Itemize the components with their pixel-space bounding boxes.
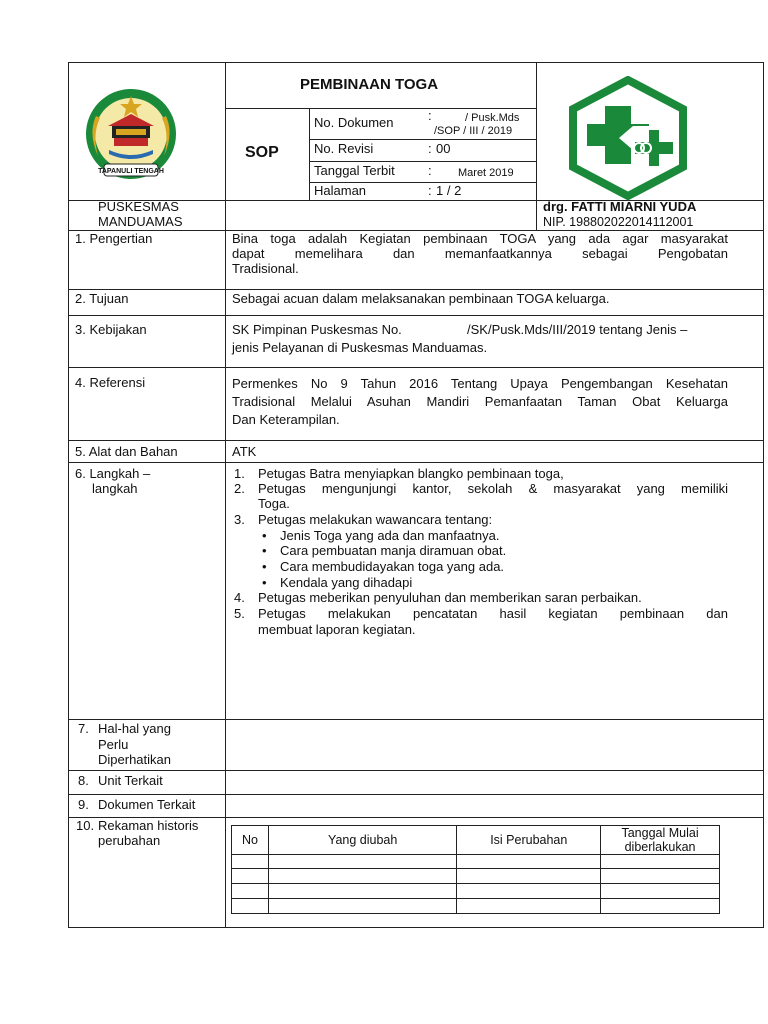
meta-value-dokumen-2: /SOP / III / 2019: [434, 125, 513, 137]
col-date: [601, 826, 720, 855]
label-referensi: 4. Referensi: [75, 375, 146, 390]
label-alat: 5. Alat dan Bahan: [75, 444, 178, 459]
section-line: [68, 462, 764, 463]
col-date-line-2: diberlakukan: [624, 840, 696, 854]
step-text: Petugas melakukan wawancara tentang:: [258, 512, 493, 527]
step-text: Petugas melakukan pencatatan hasil kegiatan pembinaan dan: [258, 606, 728, 621]
meta-row-line: [309, 139, 536, 140]
section-line: [68, 367, 764, 368]
table-row: [232, 869, 720, 884]
document-title: PEMBINAAN TOGA: [300, 76, 439, 93]
label-column-divider: [225, 62, 226, 928]
hal-number: 7.: [78, 721, 89, 736]
label-hal-1: Hal-hal yang: [98, 721, 171, 736]
col-changed: Yang diubah: [268, 826, 456, 855]
tujuan-text: Sebagai acuan dalam melaksanakan pembinaan TOGA keluarga.: [232, 291, 610, 306]
meta-label-revisi: No. Revisi: [314, 141, 374, 156]
dokumen-number: 9.: [78, 797, 89, 812]
table-header-row: [232, 826, 720, 855]
pengertian-line: Tradisional.: [232, 261, 299, 276]
label-kebijakan: 3. Kebijakan: [75, 322, 147, 337]
table-row: [232, 855, 720, 869]
meta-value-halaman: 1 / 2: [436, 183, 462, 198]
bullet-icon: •: [262, 575, 267, 590]
col-content: Isi Perubahan: [457, 826, 601, 855]
step-number: 4.: [234, 590, 245, 605]
label-rekaman-2: perubahan: [98, 833, 161, 848]
step-number: 1.: [234, 466, 245, 481]
sub-step-text: Kendala yang dihadapi: [280, 575, 413, 590]
pengertian-text: [232, 231, 728, 276]
step-text: Petugas meberikan penyuluhan dan memberikan saran perbaikan.: [258, 590, 642, 605]
step-text: Petugas mengunjungi kantor, sekolah & masyarakat yang memiliki: [258, 481, 728, 496]
label-unit: Unit Terkait: [98, 773, 163, 788]
alat-text: ATK: [232, 444, 257, 459]
step-number: 3.: [234, 512, 245, 527]
kebijakan-line-2: jenis Pelayanan di Puskesmas Manduamas.: [232, 340, 488, 355]
step-text: Petugas Batra menyiapkan blangko pembinaan toga,: [258, 466, 564, 481]
meta-value-dokumen-1: / Pusk.Mds: [465, 112, 520, 124]
step-number: 2.: [234, 481, 245, 496]
section-line: [68, 440, 764, 441]
bullet-icon: •: [262, 559, 267, 574]
step-text: membuat laporan kegiatan.: [258, 622, 416, 637]
sop-label: SOP: [245, 144, 279, 161]
label-pengertian: 1. Pengertian: [75, 231, 153, 246]
bullet-icon: •: [262, 543, 267, 558]
meta-sep: :: [428, 163, 432, 178]
meta-row-line: [309, 161, 536, 162]
signer-name: drg. FATTI MIARNI YUDA: [543, 199, 697, 214]
step-number: 5.: [234, 606, 245, 621]
meta-value-tanggal: Maret 2019: [458, 167, 514, 179]
kebijakan-line-1b: /SK/Pusk.Mds/III/2019 tentang Jenis –: [467, 322, 688, 337]
puskesmas-logo: [567, 76, 689, 202]
col-no: No: [232, 826, 269, 855]
label-langkah-2: langkah: [92, 481, 138, 496]
label-dokumen: Dokumen Terkait: [98, 797, 196, 812]
label-langkah-1: 6. Langkah –: [75, 466, 151, 481]
referensi-line: Dan Keterampilan.: [232, 412, 340, 427]
section-line: [68, 794, 764, 795]
section-line: [68, 315, 764, 316]
label-hal-2: Perlu: [98, 737, 129, 752]
meta-sep: :: [428, 183, 432, 198]
revision-history-table: [231, 825, 720, 914]
section-line: [68, 289, 764, 290]
org-line-1: PUSKESMAS: [98, 199, 179, 214]
header-right-divider: [536, 62, 537, 230]
regency-logo: [76, 86, 186, 188]
table-row: [232, 899, 720, 914]
meta-sep: :: [428, 141, 432, 156]
referensi-line: Tradisional Melalui Asuhan Mandiri Pemanfaatan Taman Obat Keluarga: [232, 394, 728, 409]
meta-sep: :: [428, 108, 432, 123]
title-underline: [225, 108, 536, 109]
label-hal-3: Diperhatikan: [98, 752, 171, 767]
table-row: [232, 884, 720, 899]
kebijakan-line-1a: SK Pimpinan Puskesmas No.: [232, 322, 402, 337]
org-line-2: MANDUAMAS: [98, 214, 183, 229]
section-line: [68, 719, 764, 720]
meta-value-revisi: 00: [436, 141, 451, 156]
meta-label-tanggal: Tanggal Terbit: [314, 163, 395, 178]
unit-number: 8.: [78, 773, 89, 788]
referensi-line: Permenkes No 9 Tahun 2016 Tentang Upaya Pengembangan Kesehatan: [232, 376, 728, 391]
pengertian-line: Bina toga adalah Kegiatan pembinaan TOGA yang ada agar masyarakat: [232, 231, 728, 246]
meta-label-dokumen: No. Dokumen: [314, 115, 394, 130]
pengertian-line: dapat memelihara dan memanfaatkannya sebagai Pengobatan: [232, 246, 728, 261]
signer-nip: NIP. 198802022014112001: [543, 215, 694, 229]
meta-label-halaman: Halaman: [314, 183, 367, 198]
sub-step-text: Cara pembuatan manja diramuan obat.: [280, 543, 507, 558]
bullet-icon: •: [262, 528, 267, 543]
step-text: Toga.: [258, 496, 290, 511]
sub-step-text: Jenis Toga yang ada dan manfaatnya.: [280, 528, 500, 543]
col-date-line-1: Tanggal Mulai: [621, 826, 699, 840]
referensi-text: [232, 375, 728, 429]
meta-divider: [309, 108, 310, 200]
label-tujuan: 2. Tujuan: [75, 291, 129, 306]
logo-ribbon-text: TAPANULI TENGAH: [98, 168, 164, 175]
sub-step-text: Cara membudidayakan toga yang ada.: [280, 559, 505, 574]
label-rekaman-1: Rekaman historis: [98, 818, 199, 833]
section-line: [68, 770, 764, 771]
rekaman-number: 10.: [76, 818, 95, 833]
